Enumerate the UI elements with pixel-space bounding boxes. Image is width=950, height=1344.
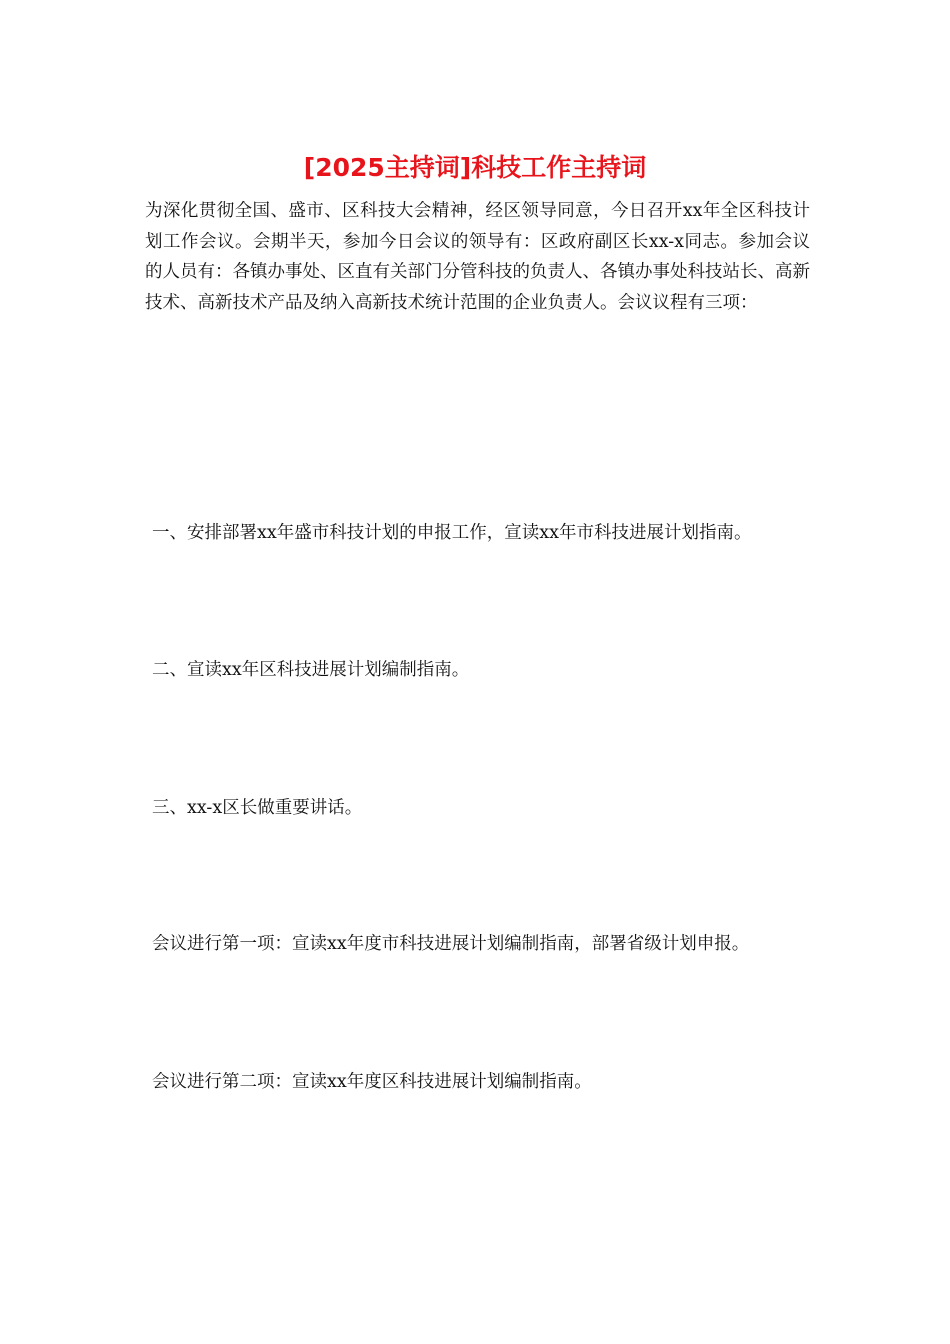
meeting-step-1: 会议进行第一项：宣读xx年度市科技进展计划编制指南，部署省级计划申报。 bbox=[152, 934, 750, 954]
agenda-item-3: 三、xx-x区长做重要讲话。 bbox=[152, 798, 363, 818]
agenda-item-1: 一、安排部署xx年盛市科技计划的申报工作，宣读xx年市科技进展计划指南。 bbox=[152, 523, 752, 543]
document-title: [2025主持词]科技工作主持词 bbox=[303, 153, 647, 182]
agenda-item-2: 二、宣读xx年区科技进展计划编制指南。 bbox=[152, 660, 470, 680]
intro-paragraph: 为深化贯彻全国、盛市、区科技大会精神，经区领导同意，今日召开xx年全区科技计划工作会议。会期半天，参加今日会议的领导有：区政府副区长xx-x同志。参加会议的人员有：各镇办事处、区直有关部门分管科技的负责人、各镇办事处科技站长、高新技术、高新技术产品及纳入高新技术统计范围的企业负责人。会议议程有三项： bbox=[145, 201, 810, 313]
meeting-step-2: 会议进行第二项：宣读xx年度区科技进展计划编制指南。 bbox=[152, 1072, 592, 1092]
